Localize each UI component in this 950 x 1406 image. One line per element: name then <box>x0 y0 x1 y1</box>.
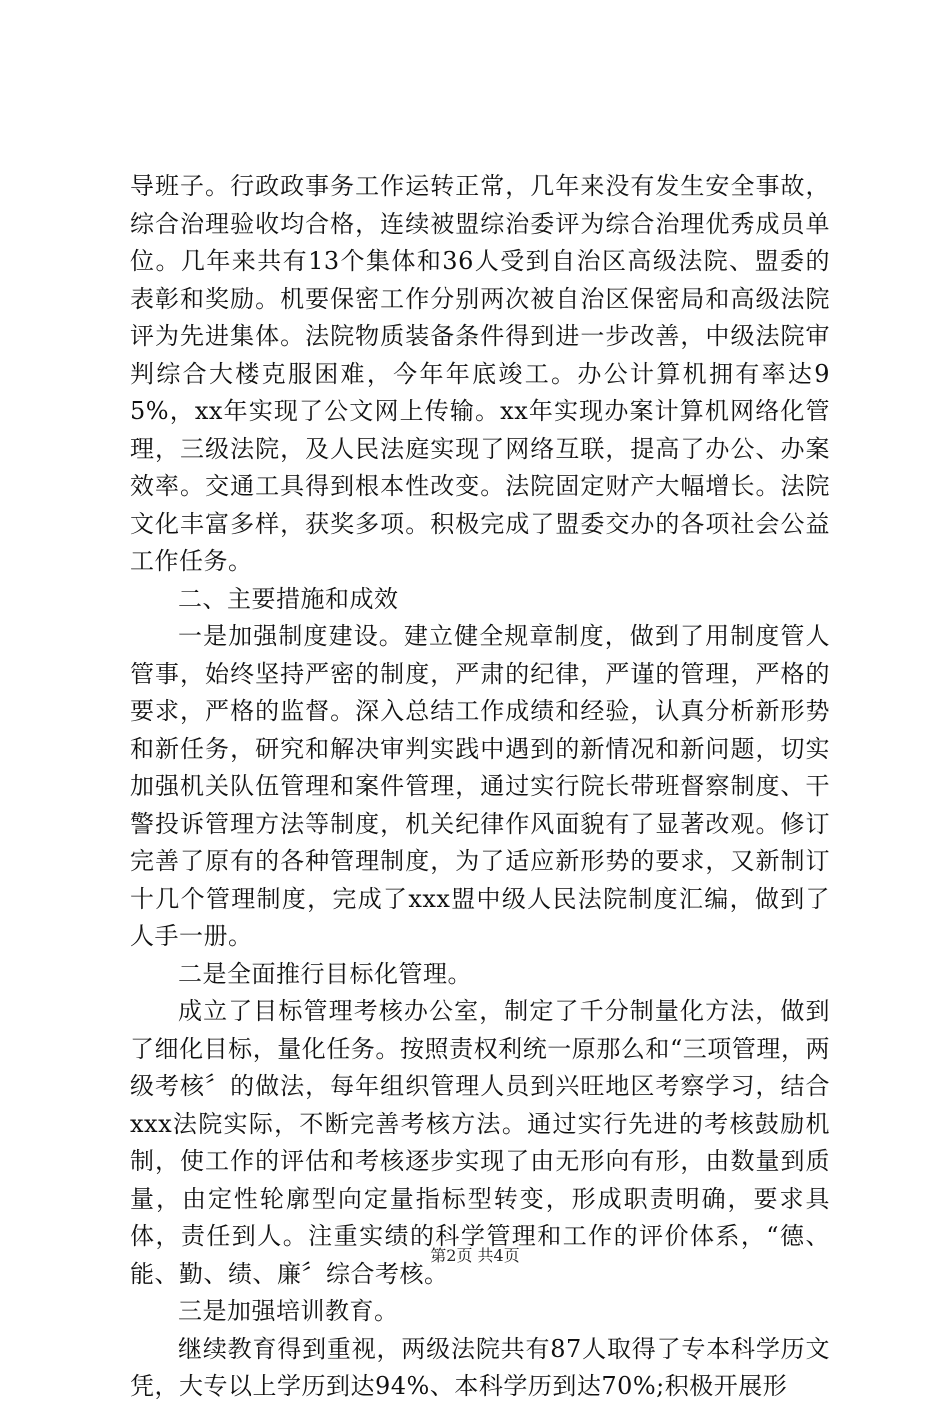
paragraph-target-management: 成立了目标管理考核办公室，制定了千分制量化方法，做到了细化目标，量化任务。按照责权利统一原那么和“三项管理，两级考核〞的做法，每年组织管理人员到兴旺地区考察学习，结合xxx法院实际，不断完善考核方法。通过实行先进的考核鼓励机制，使工作的评估和考核逐步实现了由无形向有形，由数量到质量，由定性轮廓型向定量指标型转变，形成职责明确，要求具体，责任到人。注重实绩的科学管理和工作的评价体系，“德、能、勤、绩、廉〞综合考核。 <box>130 997 830 1288</box>
paragraph-system-building: 一是加强制度建设。建立健全规章制度，做到了用制度管人管事，始终坚持严密的制度，严肃的纪律，严谨的管理，严格的要求，严格的监督。深入总结工作成绩和经验，认真分析新形势和新任务，研究和解决审判实践中遇到的新情况和新问题，切实加强机关队伍管理和案件管理，通过实行院长带班督察制度、干警投诉管理方法等制度，机关纪律作风面貌有了显著改观。修订完善了原有的各种管理制度，为了适应新形势的要求，又新制订十几个管理制度，完成了xxx盟中级人民法院制度汇编，做到了人手一册。 <box>130 622 830 950</box>
section-heading: 二、主要措施和成效 <box>178 584 399 613</box>
page-number-footer: 第2页 共4页 <box>430 1246 520 1265</box>
paragraph-training: 继续教育得到重视，两级法院共有87人取得了专本科学历文凭，大专以上学历到达94%、本科学历到达70%;积极开展形 <box>130 1334 830 1400</box>
subheading-training: 三是加强培训教育。 <box>178 1297 399 1325</box>
paragraph-intro: 导班子。行政政事务工作运转正常，几年来没有发生安全事故，综合治理验收均合格，连续被盟综治委评为综合治理优秀成员单位。几年来共有13个集体和36人受到自治区高级法院、盟委的表彰和奖励。机要保密工作分别两次被自治区保密局和高级法院评为先进集体。法院物质装备条件得到进一步改善，中级法院审判综合大楼克服困难，今年年底竣工。办公计算机拥有率达95%，xx年实现了公文网上传输。xx年实现办案计算机网络化管理，三级法院，及人民法庭实现了网络互联，提高了办公、办案效率。交通工具得到根本性改变。法院固定财产大幅增长。法院文化丰富多样，获奖多项。积极完成了盟委交办的各项社会公益工作任务。 <box>130 172 830 575</box>
subheading-target-management: 二是全面推行目标化管理。 <box>178 959 472 988</box>
document-body <box>130 168 830 1406</box>
